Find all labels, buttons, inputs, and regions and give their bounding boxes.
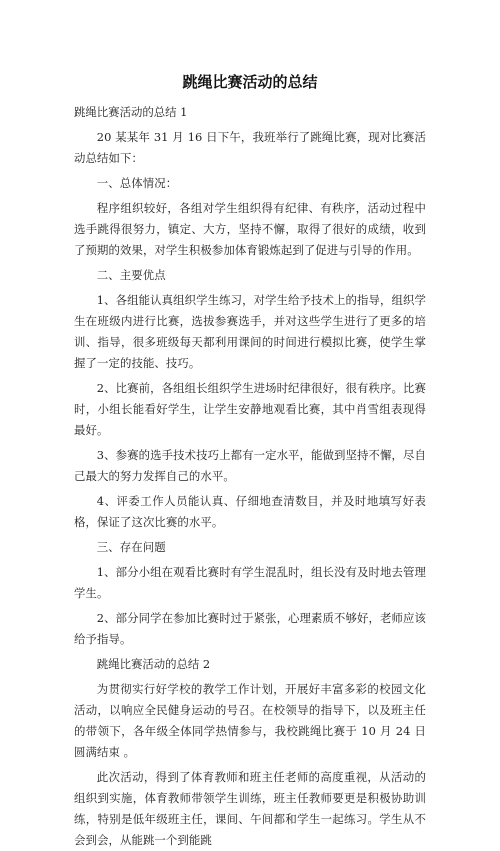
paragraph: 程序组织较好，各组对学生组织得有纪律、有秩序，活动过程中选手跳得很努力，镇定、大方，坚持不懈，取得了很好的成绩，收到了预期的效果，对学生积极参加体育锻炼起到了促进与引导的作用。	[74, 201, 426, 257]
paragraph: 3、参赛的选手技术技巧上都有一定水平，能做到坚持不懈，尽自己最大的努力发挥自己的水平。	[74, 448, 426, 483]
section-2-title: 跳绳比赛活动的总结 2	[96, 657, 211, 671]
section-heading: 三、存在问题	[96, 540, 166, 554]
paragraph: 20 某某年 31 月 16 日下午，我班举行了跳绳比赛，现对比赛活动总结如下：	[74, 130, 426, 165]
document-title: 跳绳比赛活动的总结	[182, 73, 318, 91]
paragraph: 此次活动，得到了体育教师和班主任老师的高度重视，从活动的组织到实施，体育教师带领学生训练，班主任教师要更是积极协助训练，特别是低年级班主任，课间、午间都和学生一起练习。学生从不会到会，从能跳一个到能跳	[74, 770, 426, 847]
paragraph: 2、部分同学在参加比赛时过于紧张，心理素质不够好，老师应该给予指导。	[74, 611, 426, 646]
section-1-title: 跳绳比赛活动的总结 1	[74, 105, 188, 119]
paragraph: 1、部分小组在观看比赛时有学生混乱时，组长没有及时地去管理学生。	[74, 565, 426, 600]
section-heading: 二、主要优点	[96, 268, 166, 282]
paragraph: 4、评委工作人员能认真、仔细地查清数目，并及时地填写好表格，保证了这次比赛的水平。	[74, 494, 426, 529]
paragraph: 2、比赛前，各组组长组织学生进场时纪律很好，很有秩序。比赛时，小组长能看好学生，让学生安静地观看比赛，其中肖雪组表现得最好。	[74, 381, 426, 437]
section-heading: 一、总体情况：	[96, 176, 178, 190]
paragraph: 为贯彻实行好学校的教学工作计划，开展好丰富多彩的校园文化活动，以响应全民健身运动的号召。在校领导的指导下，以及班主任的带领下，各年级全体同学热情参与，我校跳绳比赛于 10 月 24 日圆满结束 。	[74, 682, 426, 759]
paragraph: 1、各组能认真组织学生练习，对学生给予技术上的指导，组织学生在班级内进行比赛，选拔参赛选手，并对这些学生进行了更多的培训、指导，很多班级每天都利用课间的时间进行模拟比赛，使学生掌握了一定的技能、技巧。	[74, 293, 426, 370]
